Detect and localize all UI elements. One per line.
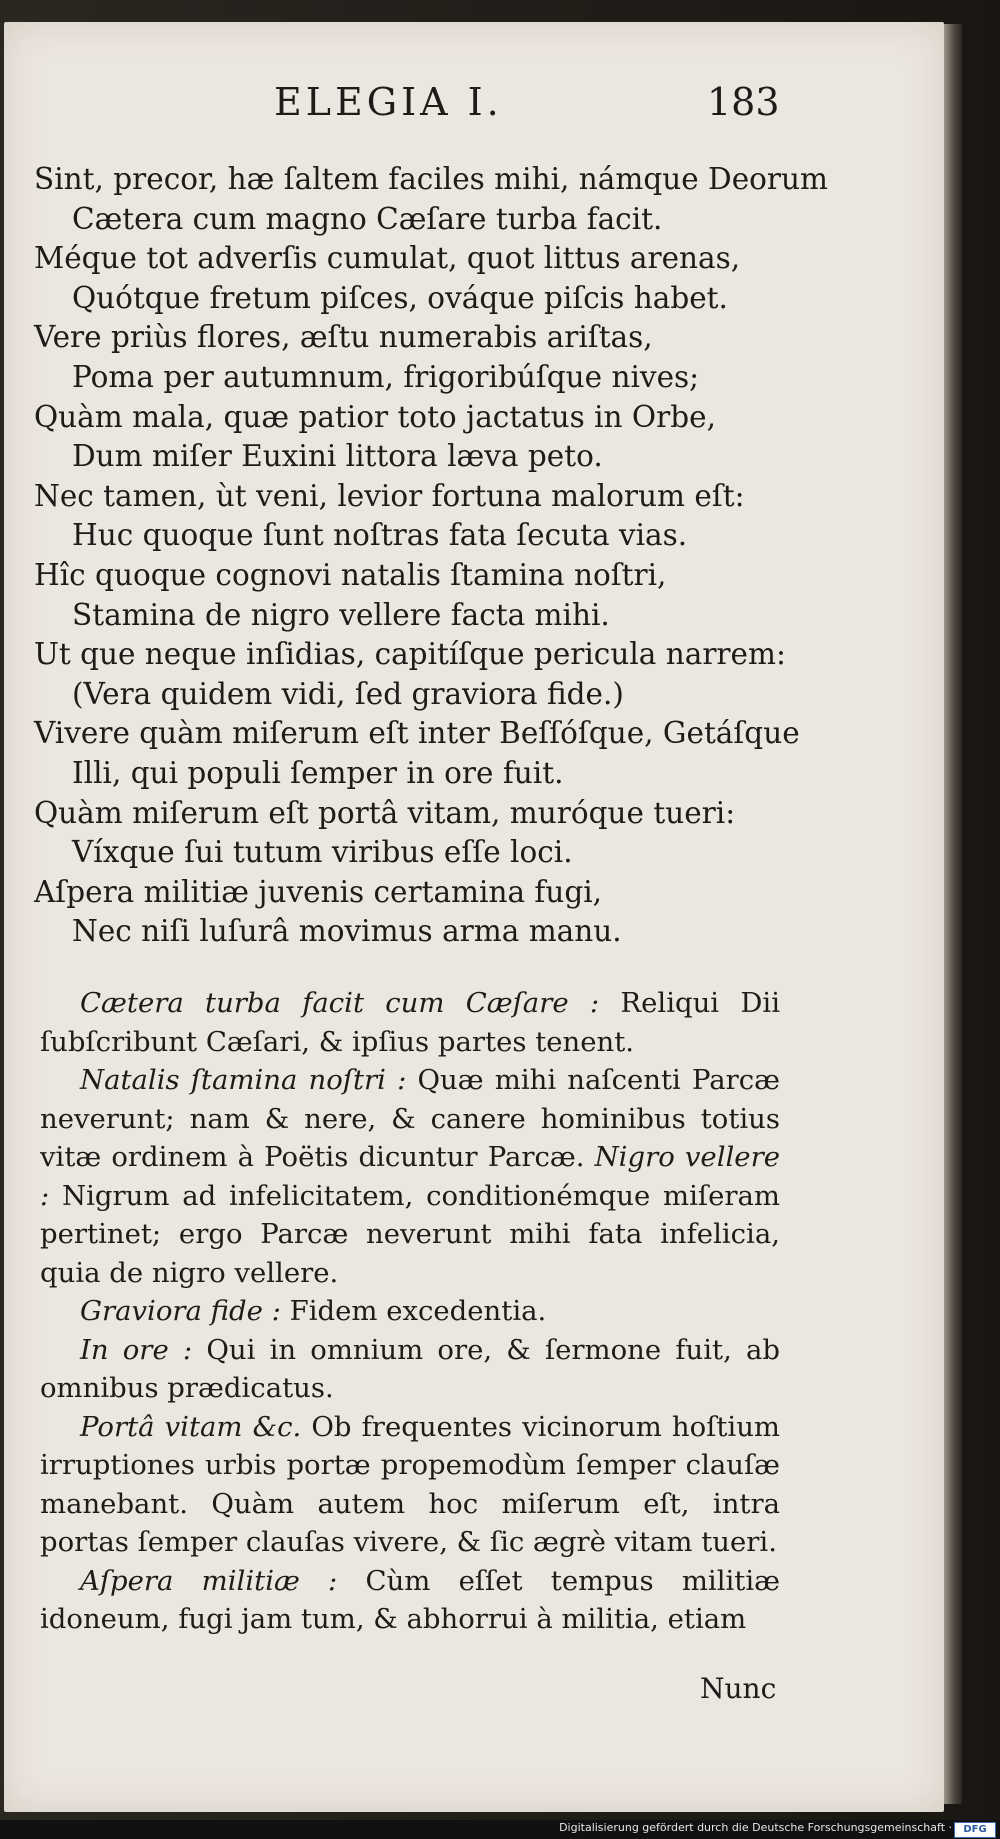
- commentary-note: [40, 1061, 780, 1292]
- note-text: Nigrum ad infelicitatem, conditionémque miſeram pertinet; ergo Parcæ neverunt mihi fata infelicia, quia de nigro vellere.: [40, 1179, 780, 1289]
- verse-line: Vere priùs flores, æſtu numerabis ariſtas,: [34, 320, 653, 355]
- running-head: ELEGIA I.: [274, 80, 503, 124]
- page-number: 183: [707, 80, 780, 124]
- commentary-note: [40, 1408, 780, 1562]
- page-edge: [944, 24, 962, 1804]
- note-text: Fidem excedentia.: [280, 1295, 547, 1327]
- note-lemma: Nigro vellere :: [40, 1141, 780, 1212]
- verse-line: Stamina de nigro vellere facta mihi.: [72, 597, 610, 632]
- verse-line: Quàm mala, quæ patior toto jactatus in Orbe,: [34, 399, 716, 434]
- verse-line: Poma per autumnum, frigoribúſque nives;: [72, 359, 700, 394]
- verse-line: Quótque fretum piſces, ováque piſcis habet.: [72, 280, 728, 315]
- note-lemma: Cætera turba facit cum Cæſare :: [80, 987, 600, 1019]
- note-text: Qui in omnium ore, & ſermone fuit, ab omnibus prædicatus.: [40, 1333, 780, 1404]
- note-lemma: Natalis ſtamina noſtri :: [80, 1064, 407, 1096]
- footer-credit: Digitalisierung gefördert durch die Deutsche Forschungsgemeinschaft ·: [559, 1821, 952, 1834]
- note-text: Quæ mihi naſcenti Parcæ neverunt; nam & nere, & canere hominibus totius vitæ ordinem à Poëtis dicuntur Parcæ.: [40, 1064, 781, 1173]
- verse-block: [34, 160, 914, 952]
- verse-line: Nec niſi luſurâ movimus arma manu.: [72, 914, 622, 949]
- verse-line: Ut que neque inſidias, capitíſque pericula narrem:: [34, 637, 786, 672]
- verse-line: Sint, precor, hæ ſaltem faciles mihi, námque Deorum: [34, 162, 828, 196]
- commentary-note: [40, 1331, 780, 1408]
- note-lemma: Graviora fide :: [80, 1295, 281, 1327]
- verse-line: Vivere quàm miſerum eſt inter Beſſóſque, Getáſque: [34, 716, 800, 751]
- verse-line: Huc quoque ſunt noſtras fata ſecuta vias.: [72, 518, 688, 553]
- verse-line: Dum miſer Euxini littora læva peto.: [72, 439, 603, 474]
- commentary-note: [40, 984, 780, 1061]
- note-lemma: Aſpera militiæ :: [80, 1564, 338, 1597]
- verse-line: Hîc quoque cognovi natalis ſtamina noſtri,: [34, 557, 667, 592]
- verse-line: Nec tamen, ùt veni, levior fortuna malorum eſt:: [34, 478, 745, 513]
- note-text: Cùm eſſet tempus militiæ idoneum, fugi jam tum, & abhorrui à militia, etiam: [40, 1564, 780, 1635]
- commentary-note: [40, 1292, 780, 1331]
- commentary-note: [40, 1562, 780, 1639]
- verse-line: Quàm miſerum eſt portâ vitam, muróque tueri:: [34, 795, 736, 830]
- note-lemma: In ore :: [80, 1333, 193, 1366]
- commentary-notes: [40, 984, 780, 1639]
- verse-line: Cætera cum magno Cæſare turba facit.: [72, 201, 663, 236]
- verse-line: (Vera quidem vidi, ſed graviora fide.): [72, 676, 624, 711]
- note-text: Ob frequentes vicinorum hoſtium irruptiones urbis portæ propemodùm ſemper clauſæ manebant. Quàm autem hoc miſerum eſt, intra portas ſemper clauſas vivere, & ſic ægrè vitam tueri.: [40, 1410, 781, 1558]
- page-header: [4, 80, 944, 130]
- note-text: Reliqui Dii ſubſcribunt Cæſari, & ipſius partes tenent.: [40, 987, 781, 1058]
- dfg-logo-icon: DFG: [954, 1822, 996, 1838]
- verse-line: Aſpera militiæ juvenis certamina fugi,: [34, 874, 603, 909]
- note-lemma: Portâ vitam &c.: [80, 1410, 302, 1443]
- verse-line: Víxque ſui tutum viribus eſſe loci.: [72, 835, 573, 870]
- book-page: [4, 22, 944, 1812]
- verse-line: Illi, qui populi ſemper in ore fuit.: [72, 755, 564, 790]
- verse-line: Méque tot adverſis cumulat, quot littus arenas,: [34, 241, 741, 276]
- catchword: Nunc: [700, 1672, 777, 1705]
